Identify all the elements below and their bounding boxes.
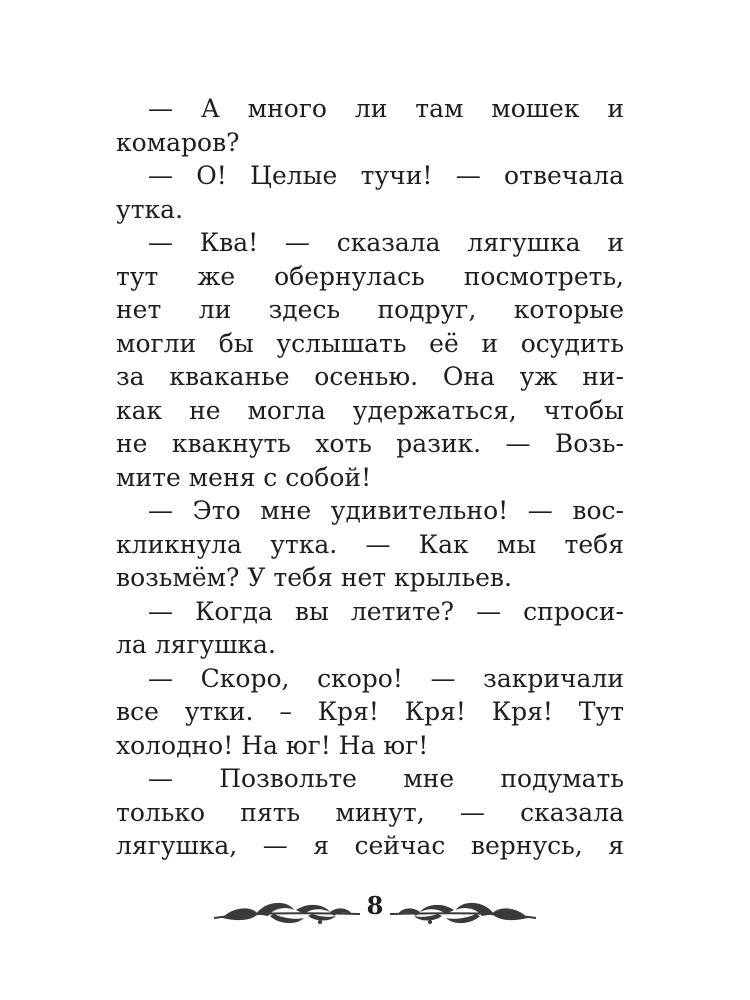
text-line: ла лягушка.: [116, 630, 276, 659]
text-line: — Скоро, скоро! — закричали: [148, 663, 624, 693]
text-line: — О! Целые тучи! — отвечала: [148, 161, 624, 190]
body-text: [116, 92, 624, 863]
text-line: только пять минут, — сказала: [116, 797, 624, 827]
text-line: не квакнуть хоть разик. — Возь-: [116, 429, 624, 458]
text-line: все утки. – Кря! Кря! Кря! Тут: [116, 697, 624, 726]
text-line: нет ли здесь подруг, которые: [116, 295, 624, 324]
text-line: возьмём? У тебя нет крыльев.: [116, 563, 512, 592]
text-line: могли бы услышать её и осудить: [116, 328, 624, 358]
text-line: — А много ли там мошек и: [148, 94, 624, 123]
text-line: за кваканье осенью. Она уж ни-: [116, 362, 624, 391]
page-number: 8: [366, 891, 384, 920]
left-flourish-ornament-icon: [212, 892, 362, 932]
text-line: утка.: [116, 194, 184, 224]
text-line: мите меня с собой!: [116, 462, 372, 492]
text-line: лягушка, — я сейчас вернусь, я: [116, 831, 624, 860]
text-line: — Ква! — сказала лягушка и: [148, 228, 624, 257]
text-line: — Когда вы летите? — спроси-: [148, 596, 624, 626]
text-line: кликнула утка. — Как мы тебя: [116, 529, 624, 559]
page-footer: [0, 888, 750, 938]
text-line: — Позвольте мне подумать: [148, 764, 624, 793]
right-flourish-ornament-icon: [388, 892, 538, 932]
text-line: — Это мне удивительно! — вос-: [148, 496, 624, 525]
text-line: тут же обернулась посмотреть,: [116, 261, 624, 291]
text-line: как не могла удержаться, чтобы: [116, 395, 624, 425]
text-line: холодно! На юг! На юг!: [116, 730, 429, 760]
text-line: комаров?: [116, 127, 240, 157]
